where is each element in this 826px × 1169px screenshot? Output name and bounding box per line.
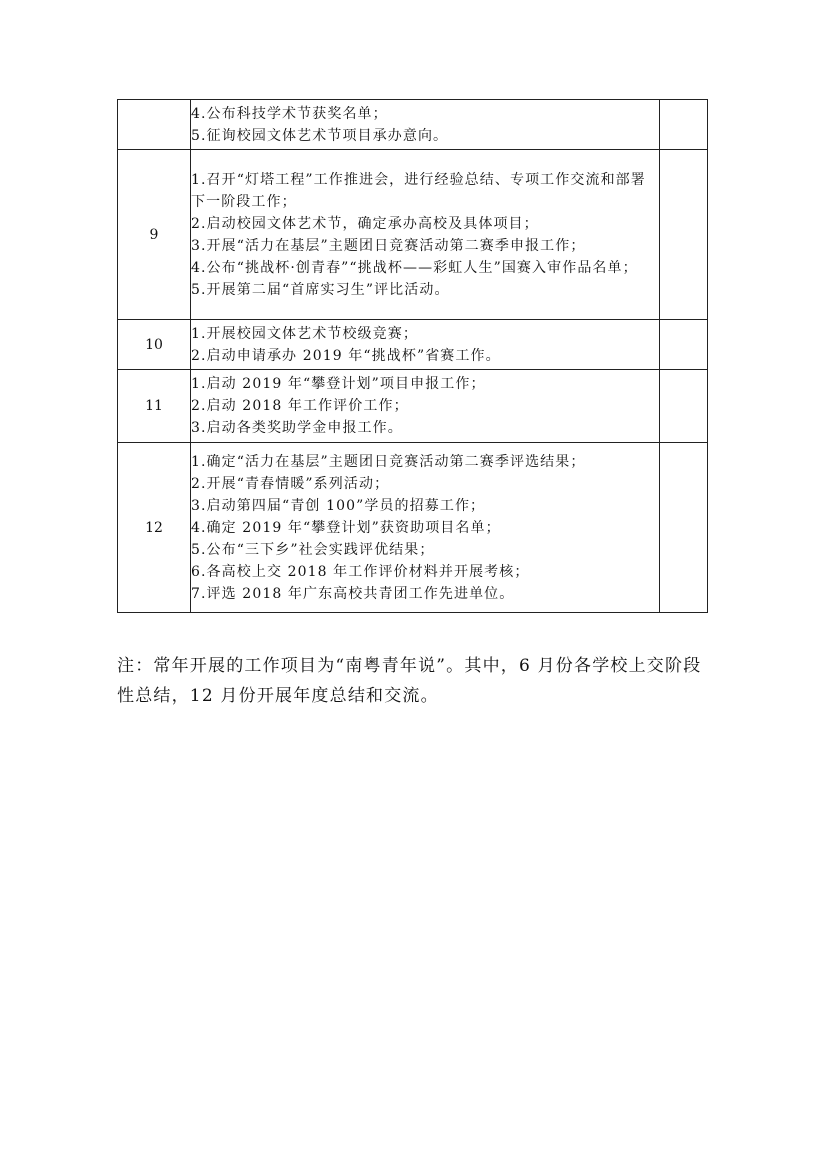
task-item: 3.开展“活力在基层”主题团日竞赛活动第二赛季申报工作；: [191, 237, 586, 254]
tasks-cell: [191, 150, 660, 320]
task-item: 5.公布“三下乡”社会实践评优结果；: [191, 541, 435, 558]
table-row: [118, 320, 708, 370]
task-item: 3.启动各类奖助学金申报工作。: [191, 420, 403, 436]
month-cell: 12: [118, 443, 191, 613]
task-item: 5.开展第二届“首席实习生”评比活动。: [191, 281, 450, 298]
task-item: 2.启动申请承办 2019 年“挑战杯”省赛工作。: [191, 347, 501, 364]
task-item: 4.确定 2019 年“攀登计划”获资助项目名单；: [191, 519, 501, 536]
task-item: 2.启动 2018 年工作评价工作；: [191, 398, 409, 414]
remarks-cell: [660, 370, 708, 443]
month-cell: [118, 100, 191, 150]
table-row: [118, 370, 708, 443]
remarks-cell: [660, 150, 708, 320]
task-item: 1.召开“灯塔工程”工作推进会，进行经验总结、专项工作交流和部署下一阶段工作；: [191, 171, 646, 210]
task-item: 6.各高校上交 2018 年工作评价材料并开展考核；: [191, 563, 530, 580]
task-item: 1.开展校园文体艺术节校级竞赛；: [191, 325, 418, 342]
tasks-cell: [191, 443, 660, 613]
month-cell: 9: [118, 150, 191, 320]
month-cell: 11: [118, 370, 191, 443]
tasks-cell: [191, 320, 660, 370]
task-item: 1.确定“活力在基层”主题团日竞赛活动第二赛季评选结果；: [191, 453, 586, 470]
remarks-cell: [660, 443, 708, 613]
month-cell: 10: [118, 320, 191, 370]
task-item: 4.公布“挑战杯·创青春”“挑战杯——彩虹人生”国赛入审作品名单；: [191, 259, 638, 276]
footnote: 注：常年开展的工作项目为“南粤青年说”。其中，6 月份各学校上交阶段性总结，12 月份开展年度总结和交流。: [117, 656, 702, 706]
task-item: 2.开展“青春情暖”系列活动；: [191, 475, 390, 492]
table-row: [118, 443, 708, 613]
task-item: 2.启动校园文体艺术节，确定承办高校及具体项目；: [191, 215, 539, 232]
tasks-cell: [191, 100, 660, 150]
task-item: 5.征询校园文体艺术节项目承办意向。: [191, 127, 449, 144]
task-item: 3.启动第四届“青创 100”学员的招募工作；: [191, 497, 486, 514]
task-item: 4.公布科技学术节获奖名单；: [191, 105, 388, 122]
remarks-cell: [660, 100, 708, 150]
tasks-cell: [191, 370, 660, 443]
table-row: [118, 150, 708, 320]
work-plan-table: [117, 99, 708, 613]
remarks-cell: [660, 320, 708, 370]
table-row: [118, 100, 708, 150]
task-item: 1.启动 2019 年“攀登计划”项目申报工作；: [191, 376, 486, 392]
task-item: 7.评选 2018 年广东高校共青团工作先进单位。: [191, 585, 515, 602]
